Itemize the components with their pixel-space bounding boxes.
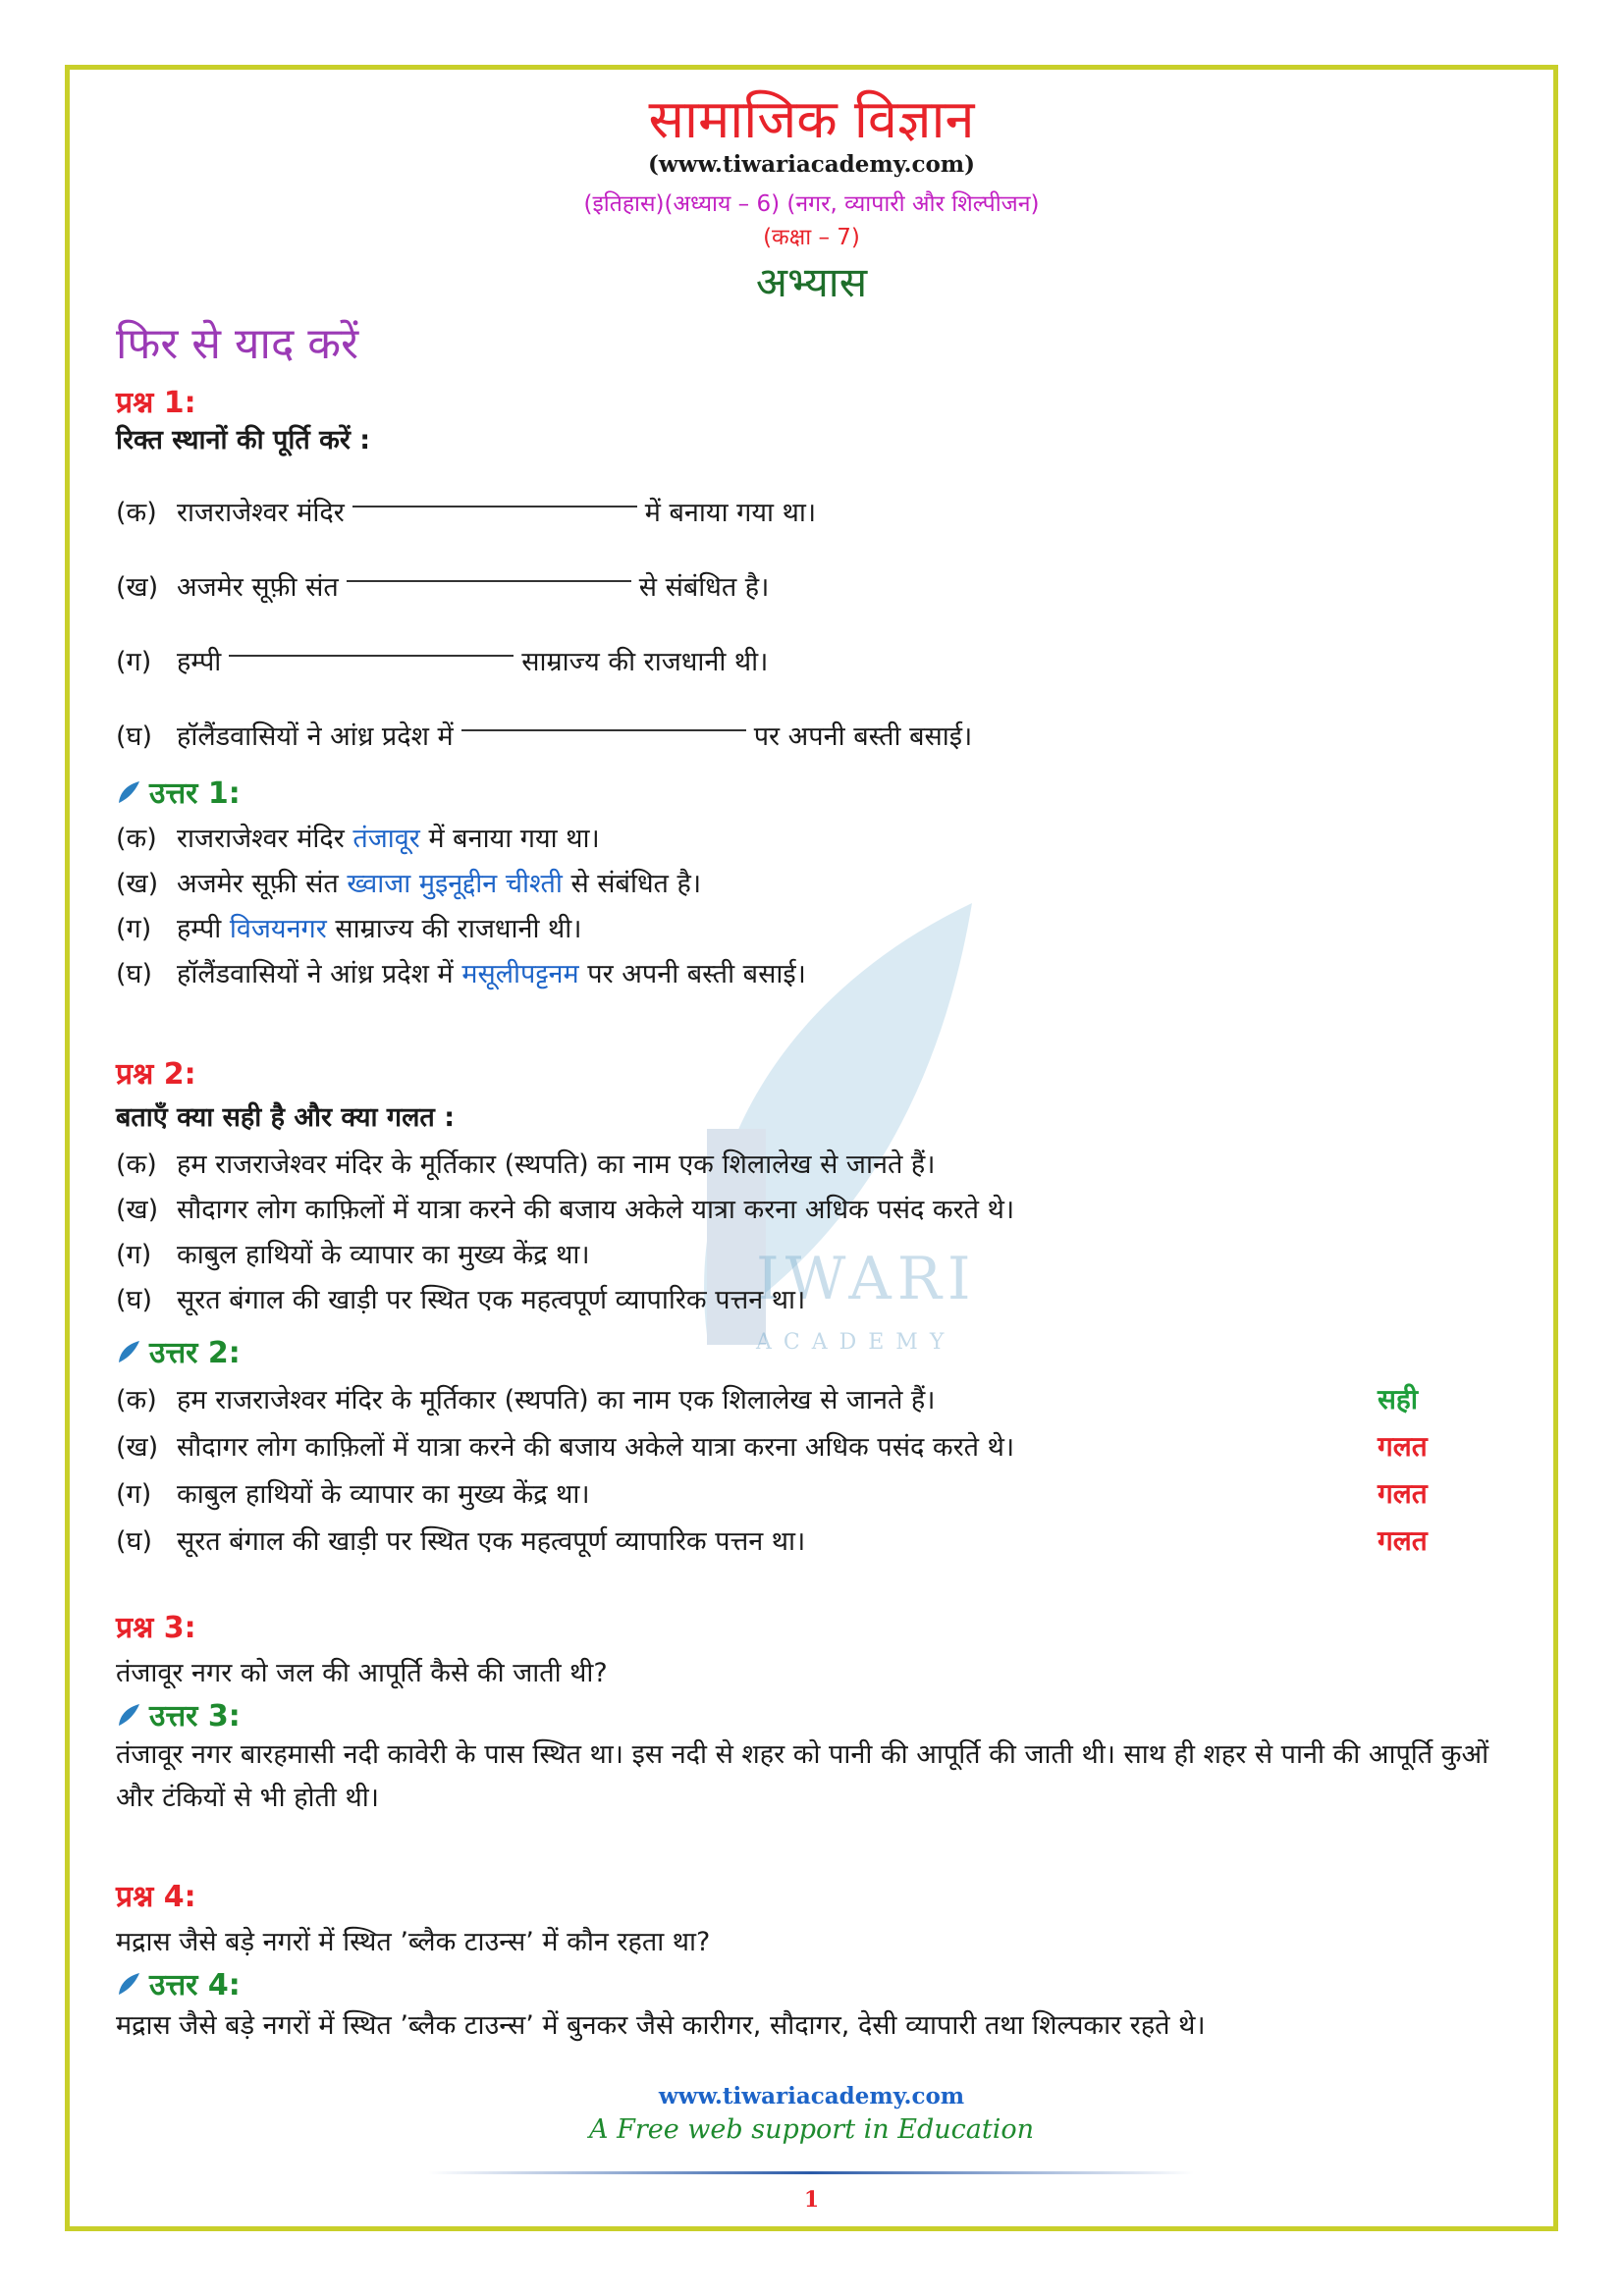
item-label: (क) — [116, 498, 157, 528]
answer-1-label: उत्तर 1: — [149, 776, 241, 811]
item-text-before: हम्पी — [177, 914, 222, 944]
item-label: (घ) — [116, 959, 153, 989]
feather-icon — [116, 1339, 141, 1364]
item-text-after: से संबंधित है। — [638, 572, 770, 603]
a2-item — [116, 1380, 1530, 1416]
page-title: सामाजिक विज्ञान — [648, 88, 975, 150]
item-text-before: हॉलैंडवासियों ने आंध्र प्रदेश में — [177, 959, 454, 989]
chapter-subtitle: (इतिहास)(अध्याय – 6) (नगर, व्यापारी और शिल्पीजन) — [583, 191, 1040, 217]
footer-tagline: A Free web support in Education — [589, 2114, 1034, 2145]
item-label: (ख) — [116, 572, 159, 603]
answer-fill: ख्वाजा मुइनूद्दीन चीश्ती — [347, 869, 563, 899]
item-text-before: राजराजेश्वर मंदिर — [177, 498, 345, 528]
item-text-after: में बनाया गया था। — [428, 824, 600, 854]
item-text: काबुल हाथियों के व्यापार का मुख्य केंद्र था। — [177, 1240, 590, 1270]
item-label: (घ) — [116, 1285, 153, 1315]
verdict-false: गलत — [1378, 1524, 1428, 1557]
feather-icon — [116, 1702, 141, 1728]
item-text-before: हॉलैंडवासियों ने आंध्र प्रदेश में — [177, 721, 454, 752]
item-label: (ग) — [116, 1240, 152, 1270]
item-text-after: पर अपनी बस्ती बसाई। — [753, 721, 973, 752]
answer-3-text: तंजावूर नगर बारहमासी नदी कावेरी के पास स्थित था। इस नदी से शहर को पानी की आपूर्ति की जाती थी। साथ ही शहर से पानी की आपूर्ति कुओं और टंकियों से भी होती थी। — [116, 1739, 1489, 1813]
item-text: सूरत बंगाल की खाड़ी पर स्थित एक महत्वपूर्ण व्यापारिक पत्तन था। — [177, 1526, 806, 1557]
a1-item — [116, 864, 701, 900]
watermark-subtext: ACADEMY — [756, 1330, 956, 1355]
answer-3-heading — [116, 1694, 241, 1735]
item-label: (ग) — [116, 647, 152, 677]
question-4-text: मद्रास जैसे बड़े नगरों में स्थित ’ब्लैक टाउन्स’ में कौन रहता था? — [116, 1927, 711, 1957]
item-label: (क) — [116, 1149, 157, 1180]
item-text-before: राजराजेश्वर मंदिर — [177, 824, 345, 854]
q2-item — [116, 1190, 1014, 1226]
item-text-after: पर अपनी बस्ती बसाई। — [587, 959, 806, 989]
item-label: (ख) — [116, 1195, 159, 1225]
blank-line — [461, 729, 746, 731]
blank-line — [352, 506, 637, 507]
a2-item — [116, 1522, 1530, 1558]
question-1-instruction: रिक्त स्थानों की पूर्ति करें : — [116, 425, 371, 455]
item-label: (ग) — [116, 1479, 152, 1510]
item-label: (क) — [116, 1385, 157, 1415]
item-text: सौदागर लोग काफ़िलों में यात्रा करने की बजाय अकेले यात्रा करना अधिक पसंद करते थे। — [177, 1432, 1015, 1463]
item-label: (ग) — [116, 914, 152, 944]
item-text: काबुल हाथियों के व्यापार का मुख्य केंद्र था। — [177, 1479, 590, 1510]
item-label: (क) — [116, 824, 157, 854]
q1-item — [116, 642, 768, 678]
answer-1-heading — [116, 772, 241, 812]
answer-4-text: मद्रास जैसे बड़े नगरों में स्थित ’ब्लैक टाउन्स’ में बुनकर जैसे कारीगर, सौदागर, देसी व्यापारी तथा शिल्पकार रहते थे। — [116, 2010, 1206, 2041]
answer-fill: मसूलीपट्टनम — [461, 959, 579, 989]
answer-fill: विजयनगर — [229, 914, 327, 944]
question-2-instruction: बताएँ क्या सही है और क्या गलत : — [116, 1102, 456, 1133]
item-text: सूरत बंगाल की खाड़ी पर स्थित एक महत्वपूर्ण व्यापारिक पत्तन था। — [177, 1285, 806, 1315]
feather-icon — [116, 1971, 141, 1997]
q2-item — [116, 1145, 936, 1181]
item-text: सौदागर लोग काफ़िलों में यात्रा करने की बजाय अकेले यात्रा करना अधिक पसंद करते थे। — [177, 1195, 1015, 1225]
footer-divider — [428, 2171, 1194, 2174]
a1-item — [116, 909, 582, 945]
verdict-false: गलत — [1378, 1477, 1428, 1510]
answer-2-heading — [116, 1331, 241, 1371]
q1-item — [116, 717, 972, 753]
class-label: (कक्षा – 7) — [763, 225, 860, 250]
item-text-after: में बनाया गया था। — [644, 498, 817, 528]
question-1-heading: प्रश्न 1: — [116, 386, 196, 420]
section-title: फिर से याद करें — [116, 319, 359, 369]
answer-2-label: उत्तर 2: — [149, 1336, 241, 1370]
a2-item — [116, 1427, 1530, 1464]
answer-4-heading — [116, 1963, 241, 2003]
answer-3-label: उत्तर 3: — [149, 1699, 241, 1734]
question-3-heading: प्रश्न 3: — [116, 1611, 196, 1645]
q2-item — [116, 1280, 805, 1316]
verdict-false: गलत — [1378, 1430, 1428, 1463]
item-text: हम राजराजेश्वर मंदिर के मूर्तिकार (स्थपति) का नाम एक शिलालेख से जानते हैं। — [177, 1149, 936, 1180]
exercise-heading: अभ्यास — [755, 258, 868, 306]
page-number: 1 — [803, 2187, 820, 2213]
header-website: (www.tiwariacademy.com) — [647, 151, 976, 178]
question-3-text: तंजावूर नगर को जल की आपूर्ति कैसे की जाती थी? — [116, 1658, 608, 1688]
item-label: (घ) — [116, 1526, 153, 1557]
item-text: हम राजराजेश्वर मंदिर के मूर्तिकार (स्थपति) का नाम एक शिलालेख से जानते हैं। — [177, 1385, 936, 1415]
item-text-before: अजमेर सूफ़ी संत — [177, 869, 339, 899]
item-text-before: अजमेर सूफ़ी संत — [177, 572, 339, 603]
item-text-after: से संबंधित है। — [570, 869, 702, 899]
item-text-after: साम्राज्य की राजधानी थी। — [521, 647, 769, 677]
item-text-after: साम्राज्य की राजधानी थी। — [335, 914, 582, 944]
a1-item — [116, 819, 600, 855]
watermark-text: IWARI — [756, 1245, 977, 1313]
blank-line — [347, 580, 631, 582]
item-text-before: हम्पी — [177, 647, 222, 677]
question-4-heading: प्रश्न 4: — [116, 1880, 196, 1914]
a2-item — [116, 1474, 1530, 1511]
footer-website[interactable]: www.tiwariacademy.com — [658, 2083, 965, 2109]
feather-icon — [116, 779, 141, 805]
answer-fill: तंजावूर — [352, 824, 420, 854]
answer-4-label: उत्तर 4: — [149, 1968, 241, 2002]
q2-item — [116, 1235, 590, 1271]
item-label: (ख) — [116, 869, 159, 899]
q1-item — [116, 493, 816, 529]
question-2-heading: प्रश्न 2: — [116, 1057, 196, 1092]
verdict-true: सही — [1378, 1383, 1419, 1415]
blank-line — [229, 655, 514, 657]
a1-item — [116, 954, 806, 990]
item-label: (घ) — [116, 721, 153, 752]
q1-item — [116, 567, 769, 604]
item-label: (ख) — [116, 1432, 159, 1463]
